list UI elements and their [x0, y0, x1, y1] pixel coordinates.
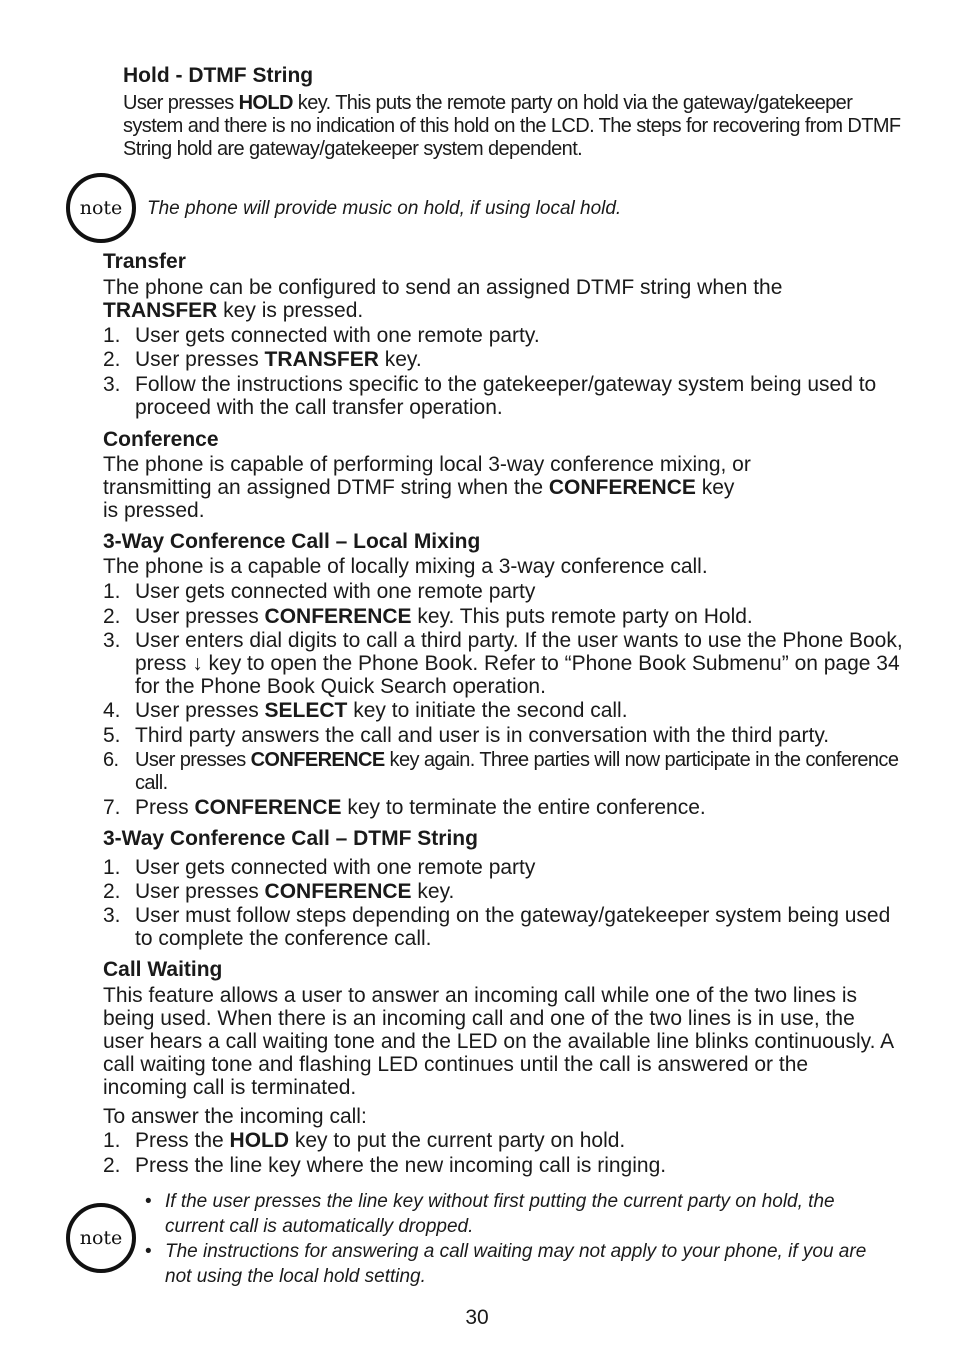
conference-paragraph: The phone is capable of performing local 3-way conference mixing, or transmitting an assigned DTMF string when the CONFERENCE key is pressed. — [103, 453, 751, 522]
list-item: 2. Press the line key where the new incoming call is ringing. — [103, 1154, 667, 1177]
list-item: 1. User gets connected with one remote party. — [103, 324, 540, 347]
list-item: 1. User gets connected with one remote party — [103, 580, 536, 603]
transfer-heading: Transfer — [103, 250, 186, 273]
list-item: 1. User gets connected with one remote party — [103, 856, 536, 879]
hold-dtmf-paragraph: User presses HOLD key. This puts the remote party on hold via the gateway/gatekeeper system and there is no indication of this hold on the LCD. The steps for recovering from DTMF String hold are gateway/gatekeeper system dependent. — [123, 92, 901, 160]
list-item: 6. User presses CONFERENCE key again. Three parties will now participate in the conference call. — [103, 749, 899, 794]
note-text: The phone will provide music on hold, if using local hold. — [147, 198, 622, 219]
hold-dtmf-heading: Hold - DTMF String — [123, 64, 314, 87]
list-item: 3. User enters dial digits to call a third party. If the user wants to use the Phone Book, press ↓ key to open the Phone Book. Refer to “Phone Book Submenu” on page 34 for the Phone Book Quick Search operation. — [103, 629, 903, 698]
local-mixing-intro: The phone is a capable of locally mixing a 3-way conference call. — [103, 555, 708, 578]
list-item: 4. User presses SELECT key to initiate the second call. — [103, 699, 628, 722]
page-number: 30 — [465, 1306, 489, 1329]
call-waiting-heading: Call Waiting — [103, 958, 223, 981]
list-item: 2. User presses CONFERENCE key. — [103, 880, 455, 903]
note-badge-icon: note — [66, 1203, 136, 1273]
list-item: 3. User must follow steps depending on the gateway/gatekeeper system being used to complete the conference call. — [103, 904, 891, 950]
local-mixing-heading: 3-Way Conference Call – Local Mixing — [103, 530, 481, 553]
dtmf-conf-heading: 3-Way Conference Call – DTMF String — [103, 827, 478, 850]
list-item: 1. Press the HOLD key to put the current party on hold. — [103, 1129, 626, 1152]
transfer-paragraph: The phone can be configured to send an assigned DTMF string when the TRANSFER key is pressed. — [103, 276, 783, 322]
note-badge-icon: note — [66, 173, 136, 243]
list-item: 7. Press CONFERENCE key to terminate the entire conference. — [103, 796, 706, 819]
call-waiting-instructions: To answer the incoming call: — [103, 1105, 367, 1128]
call-waiting-paragraph: This feature allows a user to answer an incoming call while one of the two lines is being used. When there is an incoming call and one of the two lines is in use, the user hears a call waiting tone and the LED on the available line blinks continuously. A call waiting tone and flashing LED continues until the call is answered or the incoming call is terminated. — [103, 984, 893, 1099]
list-item: 2. User presses TRANSFER key. — [103, 348, 422, 371]
list-item: 5. Third party answers the call and user is in conversation with the third party. — [103, 724, 830, 747]
conference-heading: Conference — [103, 428, 219, 451]
note-bullet-item: • If the user presses the line key without first putting the current party on hold, the current call is automatically dropped. — [145, 1191, 835, 1237]
note-bullet-item: • The instructions for answering a call waiting may not apply to your phone, if you are not using the local hold setting. — [145, 1241, 867, 1287]
list-item: 3. Follow the instructions specific to the gatekeeper/gateway system being used to proceed with the call transfer operation. — [103, 373, 877, 419]
list-item: 2. User presses CONFERENCE key. This puts remote party on Hold. — [103, 605, 753, 628]
down-arrow-icon: ↓ — [192, 652, 203, 675]
